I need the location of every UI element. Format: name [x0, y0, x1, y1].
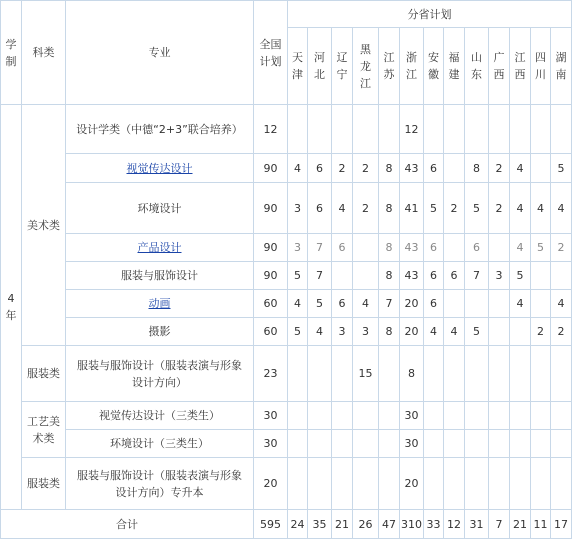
province-value-cell: [308, 402, 332, 430]
province-value-cell: 2: [551, 318, 572, 346]
total-province-cell: 47: [379, 510, 400, 539]
province-value-cell: [332, 402, 353, 430]
province-value-cell: 30: [400, 402, 424, 430]
province-value-cell: [489, 458, 510, 510]
province-value-cell: 5: [288, 262, 308, 290]
province-value-cell: [444, 346, 465, 402]
province-value-cell: 5: [424, 183, 444, 234]
province-value-cell: 6: [308, 183, 332, 234]
province-value-cell: 2: [489, 154, 510, 183]
province-value-cell: [332, 105, 353, 154]
province-header: 黑 龙 江: [353, 28, 379, 105]
total-province-cell: 33: [424, 510, 444, 539]
major-name: 服装与服饰设计: [121, 269, 198, 282]
province-value-cell: 2: [551, 234, 572, 262]
province-value-cell: [465, 290, 489, 318]
province-value-cell: 6: [332, 290, 353, 318]
province-header: 山 东: [465, 28, 489, 105]
total-province-cell: 21: [332, 510, 353, 539]
province-value-cell: 6: [332, 234, 353, 262]
province-value-cell: 7: [308, 262, 332, 290]
total-province-cell: 21: [510, 510, 531, 539]
province-value-cell: 4: [424, 318, 444, 346]
province-value-cell: 3: [332, 318, 353, 346]
province-value-cell: [531, 458, 551, 510]
province-value-cell: 43: [400, 234, 424, 262]
category-header: 科类: [22, 1, 66, 105]
major-name: 服装与服饰设计（服装表演与形象设计方向）: [77, 358, 242, 389]
province-value-cell: [424, 430, 444, 458]
province-value-cell: [489, 290, 510, 318]
province-value-cell: 2: [353, 183, 379, 234]
province-value-cell: [288, 458, 308, 510]
table-row: [1, 234, 572, 262]
major-name: 设计学类（中德“2+3”联合培养）: [76, 122, 243, 136]
province-value-cell: 5: [288, 318, 308, 346]
province-value-cell: 4: [288, 154, 308, 183]
province-value-cell: 4: [531, 183, 551, 234]
total-national: 595: [254, 510, 288, 539]
total-province-cell: 35: [308, 510, 332, 539]
province-value-cell: [444, 402, 465, 430]
province-value-cell: 7: [465, 262, 489, 290]
table-row: [1, 105, 572, 154]
national-plan-cell: 60: [254, 318, 288, 346]
province-value-cell: 5: [510, 262, 531, 290]
province-value-cell: 4: [308, 318, 332, 346]
major-link[interactable]: 视觉传达设计: [126, 161, 193, 175]
national-plan-cell: 30: [254, 402, 288, 430]
province-value-cell: [465, 105, 489, 154]
province-value-cell: 6: [444, 262, 465, 290]
total-province-cell: 24: [288, 510, 308, 539]
province-value-cell: 2: [353, 154, 379, 183]
major-cell: [66, 458, 254, 510]
province-value-cell: [444, 430, 465, 458]
category-cell: 美术类: [22, 105, 66, 346]
major-cell: [66, 402, 254, 430]
province-value-cell: 3: [489, 262, 510, 290]
province-value-cell: [308, 430, 332, 458]
major-cell: [66, 234, 254, 262]
province-value-cell: [444, 154, 465, 183]
major-cell: [66, 290, 254, 318]
province-header: 江 西: [510, 28, 531, 105]
province-value-cell: 12: [400, 105, 424, 154]
province-value-cell: [332, 458, 353, 510]
province-value-cell: [379, 402, 400, 430]
province-value-cell: 4: [510, 154, 531, 183]
province-value-cell: [308, 458, 332, 510]
province-value-cell: [551, 430, 572, 458]
province-header: 湖 南: [551, 28, 572, 105]
province-value-cell: 20: [400, 290, 424, 318]
table-row: [1, 183, 572, 234]
province-value-cell: [510, 430, 531, 458]
province-value-cell: [510, 105, 531, 154]
table-row: [1, 154, 572, 183]
province-value-cell: 6: [424, 290, 444, 318]
province-value-cell: 30: [400, 430, 424, 458]
province-value-cell: 7: [379, 290, 400, 318]
total-province-cell: 26: [353, 510, 379, 539]
table-row: [1, 262, 572, 290]
province-value-cell: 3: [353, 318, 379, 346]
province-value-cell: [424, 458, 444, 510]
province-value-cell: 5: [465, 183, 489, 234]
major-link[interactable]: 动画: [148, 297, 171, 310]
province-value-cell: [531, 154, 551, 183]
major-cell: [66, 183, 254, 234]
province-value-cell: 7: [308, 234, 332, 262]
province-header: 广 西: [489, 28, 510, 105]
province-value-cell: 8: [465, 154, 489, 183]
province-value-cell: [332, 262, 353, 290]
province-value-cell: 5: [308, 290, 332, 318]
province-value-cell: [353, 262, 379, 290]
province-value-cell: [531, 105, 551, 154]
province-value-cell: 8: [400, 346, 424, 402]
table-row: [1, 318, 572, 346]
province-value-cell: [288, 402, 308, 430]
table-row: [1, 402, 572, 430]
province-value-cell: 15: [353, 346, 379, 402]
national-plan-cell: 23: [254, 346, 288, 402]
province-value-cell: 5: [465, 318, 489, 346]
total-province-cell: 310: [400, 510, 424, 539]
major-cell: [66, 105, 254, 154]
province-value-cell: 43: [400, 154, 424, 183]
province-value-cell: [353, 458, 379, 510]
province-value-cell: [424, 346, 444, 402]
province-value-cell: [332, 346, 353, 402]
table-row: [1, 430, 572, 458]
province-value-cell: 4: [551, 183, 572, 234]
province-value-cell: 8: [379, 262, 400, 290]
province-value-cell: 6: [424, 262, 444, 290]
province-value-cell: [551, 402, 572, 430]
duration-cell: 4 年: [1, 105, 22, 510]
total-province-cell: 11: [531, 510, 551, 539]
province-value-cell: [465, 458, 489, 510]
province-value-cell: [489, 318, 510, 346]
province-header: 江 苏: [379, 28, 400, 105]
province-value-cell: 43: [400, 262, 424, 290]
province-value-cell: [551, 346, 572, 402]
province-value-cell: 2: [444, 183, 465, 234]
province-value-cell: 20: [400, 458, 424, 510]
province-header: 福 建: [444, 28, 465, 105]
province-value-cell: [379, 346, 400, 402]
national-plan-cell: 90: [254, 183, 288, 234]
national-plan-cell: 30: [254, 430, 288, 458]
province-value-cell: [551, 262, 572, 290]
national-plan-cell: 20: [254, 458, 288, 510]
province-value-cell: [510, 346, 531, 402]
category-cell: 工艺美 术类: [22, 402, 66, 458]
province-value-cell: [308, 105, 332, 154]
national-plan-header: 全国 计划: [254, 1, 288, 105]
province-value-cell: 4: [288, 290, 308, 318]
province-value-cell: [531, 346, 551, 402]
total-province-cell: 12: [444, 510, 465, 539]
province-value-cell: 4: [510, 234, 531, 262]
category-cell: 服装类: [22, 346, 66, 402]
major-name: 视觉传达设计（三类生）: [99, 409, 220, 422]
national-plan-cell: 90: [254, 154, 288, 183]
province-value-cell: 4: [444, 318, 465, 346]
province-value-cell: 4: [551, 290, 572, 318]
province-value-cell: [353, 234, 379, 262]
major-cell: [66, 154, 254, 183]
province-value-cell: [288, 430, 308, 458]
national-plan-cell: 90: [254, 234, 288, 262]
province-value-cell: [551, 105, 572, 154]
total-province-cell: 17: [551, 510, 572, 539]
province-value-cell: 5: [531, 234, 551, 262]
total-province-cell: 7: [489, 510, 510, 539]
province-value-cell: 3: [288, 183, 308, 234]
province-value-cell: [308, 346, 332, 402]
province-value-cell: [379, 105, 400, 154]
province-value-cell: [288, 105, 308, 154]
province-value-cell: [531, 430, 551, 458]
province-value-cell: [332, 430, 353, 458]
province-value-cell: [288, 346, 308, 402]
table-row: [1, 290, 572, 318]
province-value-cell: [510, 458, 531, 510]
province-value-cell: [444, 290, 465, 318]
provincial-plan-header: 分省计划: [288, 1, 572, 28]
province-value-cell: 3: [288, 234, 308, 262]
province-value-cell: [489, 402, 510, 430]
duration-header: 学 制: [1, 1, 22, 105]
table-row: [1, 458, 572, 510]
province-value-cell: 6: [424, 234, 444, 262]
province-value-cell: [489, 430, 510, 458]
major-name: 摄影: [148, 325, 171, 338]
major-header: 专业: [66, 1, 254, 105]
province-value-cell: 2: [531, 318, 551, 346]
province-value-cell: [531, 262, 551, 290]
province-value-cell: 2: [332, 154, 353, 183]
province-value-cell: [379, 430, 400, 458]
province-header: 浙 江: [400, 28, 424, 105]
province-header: 河 北: [308, 28, 332, 105]
total-row: [1, 510, 572, 539]
table-row: [1, 346, 572, 402]
province-value-cell: [531, 290, 551, 318]
province-value-cell: [424, 402, 444, 430]
province-value-cell: [353, 402, 379, 430]
province-value-cell: [353, 105, 379, 154]
province-value-cell: 6: [424, 154, 444, 183]
province-value-cell: [444, 105, 465, 154]
province-value-cell: [465, 346, 489, 402]
province-header: 安 徽: [424, 28, 444, 105]
province-header: 天 津: [288, 28, 308, 105]
province-value-cell: [424, 105, 444, 154]
province-value-cell: [444, 234, 465, 262]
province-value-cell: 5: [551, 154, 572, 183]
major-cell: [66, 346, 254, 402]
major-cell: [66, 262, 254, 290]
national-plan-cell: 60: [254, 290, 288, 318]
province-value-cell: 2: [489, 183, 510, 234]
province-value-cell: 8: [379, 318, 400, 346]
province-value-cell: [551, 458, 572, 510]
major-name: 服装与服饰设计（服装表演与形象设计方向）专升本: [77, 468, 242, 499]
province-value-cell: 4: [510, 183, 531, 234]
national-plan-cell: 90: [254, 262, 288, 290]
province-value-cell: [465, 430, 489, 458]
province-value-cell: [531, 402, 551, 430]
province-value-cell: [489, 105, 510, 154]
province-value-cell: 20: [400, 318, 424, 346]
province-value-cell: 4: [332, 183, 353, 234]
major-cell: [66, 430, 254, 458]
province-value-cell: 8: [379, 234, 400, 262]
province-value-cell: 41: [400, 183, 424, 234]
major-cell: [66, 318, 254, 346]
province-value-cell: 4: [353, 290, 379, 318]
province-value-cell: [465, 402, 489, 430]
province-value-cell: 4: [510, 290, 531, 318]
major-name: 环境设计（三类生）: [110, 437, 209, 450]
province-value-cell: [379, 458, 400, 510]
province-header: 四 川: [531, 28, 551, 105]
province-header: 辽 宁: [332, 28, 353, 105]
province-value-cell: [353, 430, 379, 458]
major-link[interactable]: 产品设计: [137, 241, 182, 254]
province-value-cell: 6: [308, 154, 332, 183]
province-value-cell: [510, 318, 531, 346]
category-cell: 服装类: [22, 458, 66, 510]
province-value-cell: 8: [379, 183, 400, 234]
province-value-cell: [444, 458, 465, 510]
province-value-cell: 6: [465, 234, 489, 262]
province-value-cell: [489, 234, 510, 262]
major-name: 环境设计: [137, 201, 182, 215]
province-value-cell: 8: [379, 154, 400, 183]
national-plan-cell: 12: [254, 105, 288, 154]
province-value-cell: [510, 402, 531, 430]
total-label: 合计: [1, 510, 254, 539]
total-province-cell: 31: [465, 510, 489, 539]
province-value-cell: [489, 346, 510, 402]
